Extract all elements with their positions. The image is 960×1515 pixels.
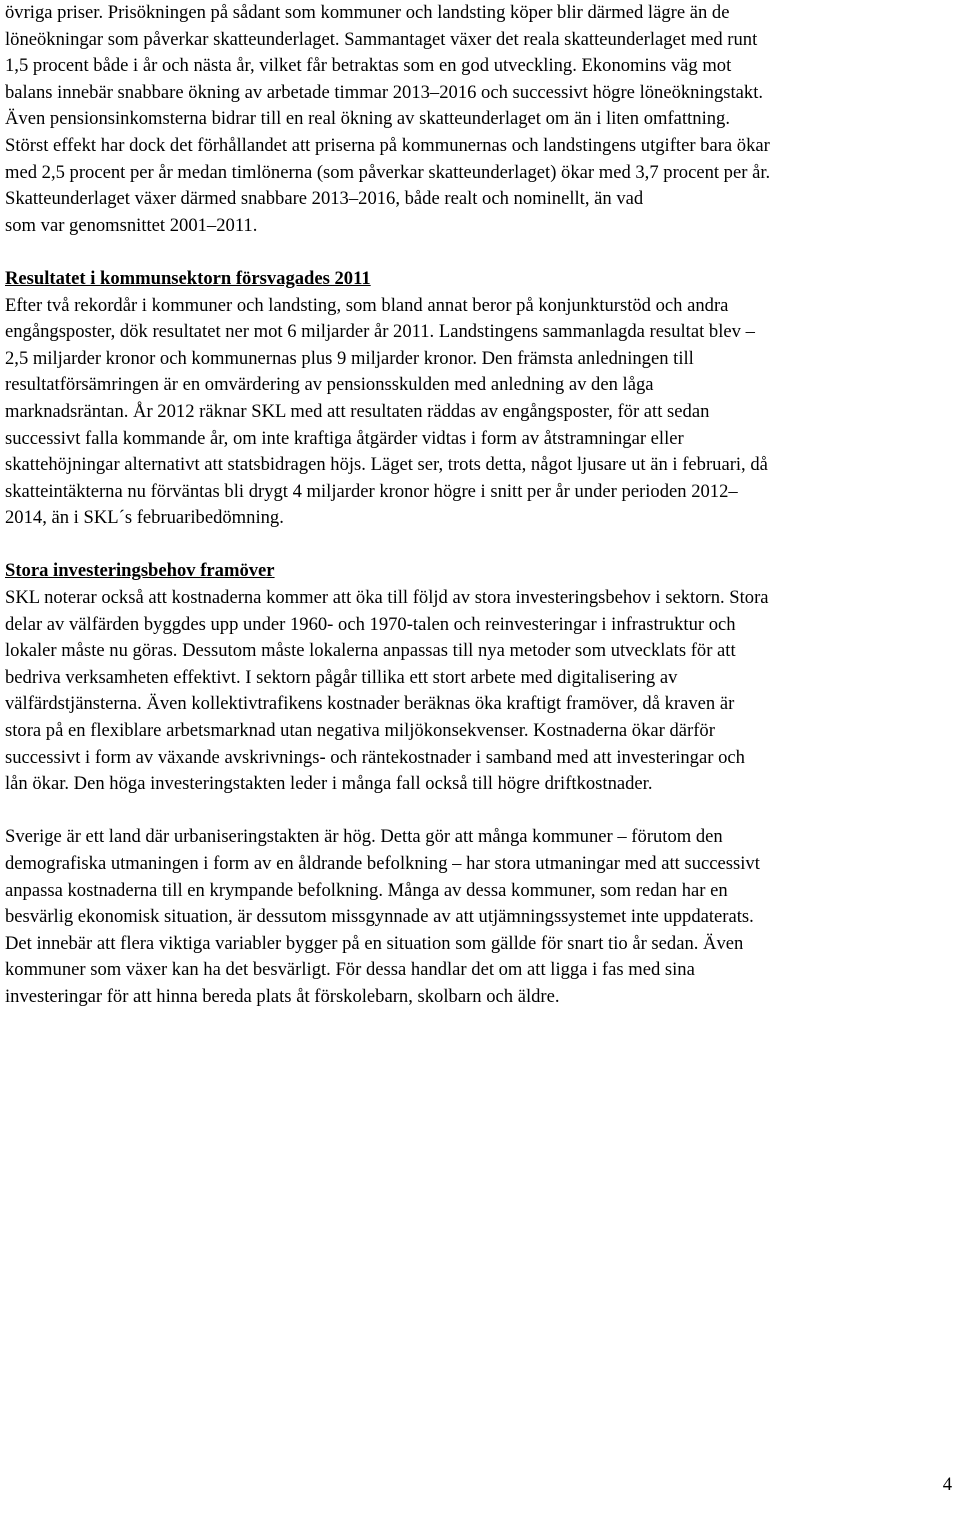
text-line: skatteintäkterna nu förväntas bli drygt 4 miljarder kronor högre i snitt per år under perioden 2012– bbox=[5, 480, 738, 502]
text-line: bedriva verksamheten effektivt. I sektorn pågår tillika ett stort arbete med digitalisering av bbox=[5, 666, 678, 688]
paragraph-spacer bbox=[5, 239, 955, 266]
section-paragraph-investeringsbehov bbox=[5, 585, 955, 798]
text-line: Störst effekt har dock det förhållandet att priserna på kommunernas och landstingens utgifter bara ökar bbox=[5, 134, 770, 156]
text-line: 2014, än i SKL´s februaribedömning. bbox=[5, 507, 284, 529]
section-heading-investeringsbehov: Stora investeringsbehov framöver bbox=[5, 560, 275, 582]
text-line: lokaler måste nu göras. Dessutom måste lokalerna anpassas till nya metoder som utvecklats för att bbox=[5, 640, 736, 662]
text-line: Sverige är ett land där urbaniseringstakten är hög. Detta gör att många kommuner – förutom den bbox=[5, 826, 723, 848]
text-line: Efter två rekordår i kommuner och landsting, som bland annat beror på konjunkturstöd och andra bbox=[5, 294, 729, 316]
section-heading-resultatet: Resultatet i kommunsektorn försvagades 2011 bbox=[5, 267, 371, 289]
text-line: stora på en flexiblare arbetsmarknad utan negativa miljökonsekvenser. Kostnaderna ökar därför bbox=[5, 720, 715, 742]
text-line: Det innebär att flera viktiga variabler bygger på en situation som gällde för snart tio år sedan. Även bbox=[5, 932, 744, 954]
text-line: successivt i form av växande avskrivnings- och räntekostnader i samband med att investeringar och bbox=[5, 746, 745, 768]
text-line: övriga priser. Prisökningen på sådant som kommuner och landsting köper blir därmed lägre än de bbox=[5, 2, 730, 23]
text-line: kommuner som växer kan ha det besvärligt. För dessa handlar det om att ligga i fas med sina bbox=[5, 959, 695, 981]
text-line: demografiska utmaningen i form av en åldrande befolkning – har stora utmaningar med att successivt bbox=[5, 853, 760, 874]
text-line: som var genomsnittet 2001–2011. bbox=[5, 214, 258, 236]
intro-paragraph bbox=[5, 0, 955, 239]
text-line: delar av välfärden byggdes upp under 1960- och 1970-talen och reinvesteringar i infrastruktur och bbox=[5, 613, 736, 635]
text-line: investeringar för att hinna bereda plats åt förskolebarn, skolbarn och äldre. bbox=[5, 985, 560, 1007]
paragraph-spacer bbox=[5, 532, 955, 559]
document-page bbox=[5, 0, 955, 1011]
text-line: 2,5 miljarder kronor och kommunernas plus 9 miljarder kronor. Den främsta anledningen till bbox=[5, 347, 694, 369]
text-line: balans innebär snabbare ökning av arbetade timmar 2013–2016 och successivt högre löneökningstakt. bbox=[5, 81, 764, 103]
text-line: Skatteunderlaget växer därmed snabbare 2013–2016, både realt och nominellt, än vad bbox=[5, 188, 644, 210]
section-paragraph-resultatet bbox=[5, 293, 955, 532]
text-line: lån ökar. Den höga investeringstakten leder i många fall också till högre driftkostnader. bbox=[5, 773, 653, 795]
urbanisation-paragraph bbox=[5, 824, 955, 1010]
text-line: marknadsräntan. År 2012 räknar SKL med att resultaten räddas av engångsposter, för att sedan bbox=[5, 400, 710, 422]
text-line: skattehöjningar alternativt att statsbidragen höjs. Läget ser, trots detta, något ljusare ut än i februari, då bbox=[5, 454, 768, 476]
text-line: engångsposter, dök resultatet ner mot 6 miljarder år 2011. Landstingens sammanlagda resultat blev – bbox=[5, 321, 755, 343]
text-line: resultatförsämringen är en omvärdering av pensionsskulden med anledning av den låga bbox=[5, 374, 654, 396]
text-line: med 2,5 procent per år medan timlönerna (som påverkar skatteunderlaget) ökar med 3,7 procent per år. bbox=[5, 161, 771, 183]
text-line: löneökningar som påverkar skatteunderlaget. Sammantaget växer det reala skatteunderlaget med runt bbox=[5, 28, 758, 50]
page-number: 4 bbox=[942, 1474, 952, 1495]
text-line: SKL noterar också att kostnaderna kommer att öka till följd av stora investeringsbehov i sektorn. Stora bbox=[5, 587, 769, 609]
paragraph-spacer bbox=[5, 798, 955, 825]
text-line: 1,5 procent både i år och nästa år, vilket får betraktas som en god utveckling. Ekonomins väg mot bbox=[5, 55, 732, 77]
text-line: successivt falla kommande år, om inte kraftiga åtgärder vidtas i form av åtstramningar eller bbox=[5, 427, 684, 449]
text-line: anpassa kostnaderna till en krympande befolkning. Många av dessa kommuner, som redan har en bbox=[5, 879, 728, 901]
text-line: besvärlig ekonomisk situation, är dessutom missgynnade av att utjämningssystemet inte uppdaterats. bbox=[5, 906, 754, 928]
text-line: välfärdstjänsterna. Även kollektivtrafikens kostnader beräknas öka kraftigt framöver, då kraven är bbox=[5, 693, 735, 715]
text-line: Även pensionsinkomsterna bidrar till en real ökning av skatteunderlaget om än i liten omfattning. bbox=[5, 108, 730, 130]
